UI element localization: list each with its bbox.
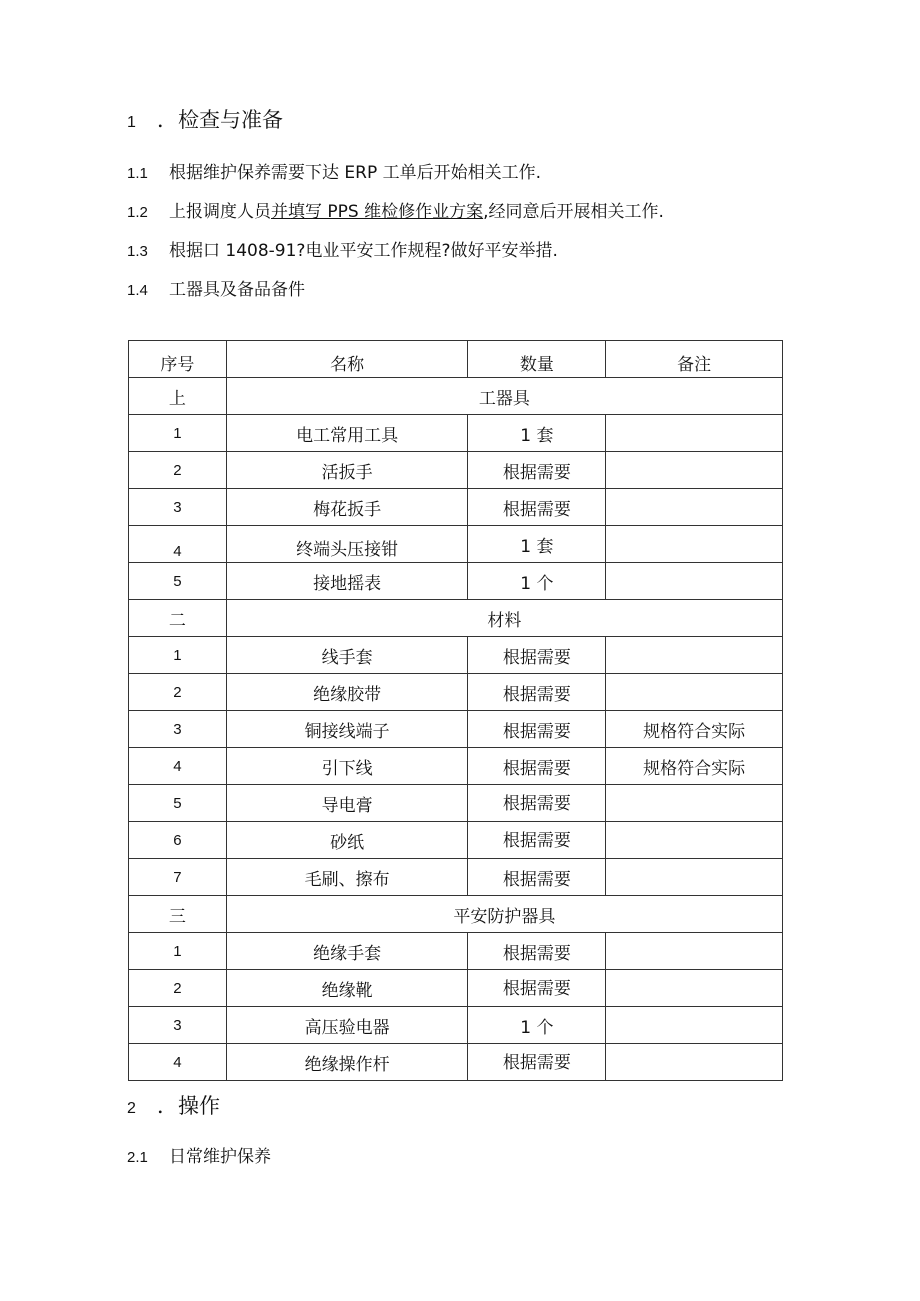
section-title: ．操作 xyxy=(157,1094,220,1118)
cell-quantity: 根据需要 xyxy=(468,859,606,896)
header-quantity: 数量 xyxy=(468,341,606,378)
item-number: 1.3 xyxy=(127,243,148,260)
group-title: 材料 xyxy=(226,600,782,637)
table-row xyxy=(129,859,783,896)
cell-quantity: 根据需要 xyxy=(468,785,606,822)
cell-name: 线手套 xyxy=(226,637,468,674)
cell-name: 绝缘操作杆 xyxy=(226,1044,468,1081)
section-number: 1 xyxy=(127,114,136,131)
cell-remark: 规格符合实际 xyxy=(606,748,783,785)
cell-name: 导电膏 xyxy=(226,785,468,822)
cell-remark xyxy=(606,859,783,896)
group-label: 三 xyxy=(129,896,227,933)
table-row xyxy=(129,1007,783,1044)
section-title: ．检查与准备 xyxy=(157,108,283,132)
cell-name: 砂纸 xyxy=(226,822,468,859)
cell-remark xyxy=(606,1007,783,1044)
section-2-heading xyxy=(127,1090,220,1120)
cell-index: 7 xyxy=(129,859,227,896)
cell-name: 终端头压接钳 xyxy=(226,526,468,563)
item-text: 日常维护保养 xyxy=(169,1147,271,1167)
table-row xyxy=(129,711,783,748)
cell-quantity: 1 套 xyxy=(468,415,606,452)
header-index: 序号 xyxy=(129,341,227,378)
item-number: 2.1 xyxy=(127,1149,148,1166)
section-number: 2 xyxy=(127,1100,136,1117)
cell-index: 2 xyxy=(129,970,227,1007)
cell-remark xyxy=(606,933,783,970)
item-number: 1.2 xyxy=(127,204,148,221)
cell-index: 2 xyxy=(129,452,227,489)
tools-table xyxy=(128,340,783,1081)
group-row xyxy=(129,600,783,637)
cell-remark xyxy=(606,526,783,563)
item-number: 1.1 xyxy=(127,165,148,182)
table-row xyxy=(129,452,783,489)
header-remark: 备注 xyxy=(606,341,783,378)
cell-name: 接地摇表 xyxy=(226,563,468,600)
table-row xyxy=(129,1044,783,1081)
cell-remark xyxy=(606,452,783,489)
cell-quantity: 根据需要 xyxy=(468,674,606,711)
header-name: 名称 xyxy=(226,341,468,378)
cell-index: 5 xyxy=(129,785,227,822)
cell-quantity: 根据需要 xyxy=(468,637,606,674)
cell-remark xyxy=(606,970,783,1007)
table-row xyxy=(129,748,783,785)
cell-name: 电工常用工具 xyxy=(226,415,468,452)
cell-index: 4 xyxy=(129,526,227,563)
group-title: 平安防护器具 xyxy=(226,896,782,933)
cell-remark xyxy=(606,822,783,859)
cell-name: 绝缘手套 xyxy=(226,933,468,970)
cell-index: 1 xyxy=(129,637,227,674)
table-row xyxy=(129,822,783,859)
cell-quantity: 根据需要 xyxy=(468,970,606,1007)
cell-quantity: 1 个 xyxy=(468,1007,606,1044)
item-1-2 xyxy=(127,197,664,222)
table-row xyxy=(129,674,783,711)
item-1-1 xyxy=(127,158,541,183)
group-row xyxy=(129,378,783,415)
cell-index: 1 xyxy=(129,933,227,970)
group-label: 上 xyxy=(129,378,227,415)
cell-name: 引下线 xyxy=(226,748,468,785)
cell-remark xyxy=(606,1044,783,1081)
item-text-tail: ,经同意后开展相关工作. xyxy=(483,202,664,222)
table-row xyxy=(129,489,783,526)
cell-quantity: 1 套 xyxy=(468,526,606,563)
cell-name: 铜接线端子 xyxy=(226,711,468,748)
cell-quantity: 根据需要 xyxy=(468,822,606,859)
table-row xyxy=(129,526,783,563)
item-underlined-text: 并填写 PPS 维检修作业方案 xyxy=(271,202,484,222)
table-row xyxy=(129,563,783,600)
table-row xyxy=(129,415,783,452)
table-row xyxy=(129,970,783,1007)
section-1-heading xyxy=(127,104,283,134)
cell-index: 3 xyxy=(129,711,227,748)
group-row xyxy=(129,896,783,933)
table-row xyxy=(129,785,783,822)
cell-index: 3 xyxy=(129,1007,227,1044)
cell-index: 1 xyxy=(129,415,227,452)
cell-remark: 规格符合实际 xyxy=(606,711,783,748)
cell-index: 4 xyxy=(129,748,227,785)
cell-index: 4 xyxy=(129,1044,227,1081)
cell-remark xyxy=(606,637,783,674)
cell-remark xyxy=(606,489,783,526)
cell-quantity: 根据需要 xyxy=(468,711,606,748)
cell-index: 6 xyxy=(129,822,227,859)
cell-name: 高压验电器 xyxy=(226,1007,468,1044)
item-1-4 xyxy=(127,275,305,300)
cell-remark xyxy=(606,415,783,452)
cell-name: 活扳手 xyxy=(226,452,468,489)
cell-quantity: 1 个 xyxy=(468,563,606,600)
item-text: 工器具及备品备件 xyxy=(169,280,305,300)
cell-quantity: 根据需要 xyxy=(468,748,606,785)
cell-index: 3 xyxy=(129,489,227,526)
group-label: 二 xyxy=(129,600,227,637)
cell-name: 梅花扳手 xyxy=(226,489,468,526)
item-text: 上报调度人员 xyxy=(169,202,271,222)
table-row xyxy=(129,933,783,970)
cell-index: 5 xyxy=(129,563,227,600)
cell-remark xyxy=(606,563,783,600)
cell-quantity: 根据需要 xyxy=(468,452,606,489)
item-1-3 xyxy=(127,236,558,261)
item-2-1 xyxy=(127,1142,271,1167)
cell-index: 2 xyxy=(129,674,227,711)
group-title: 工器具 xyxy=(226,378,782,415)
cell-quantity: 根据需要 xyxy=(468,489,606,526)
cell-name: 毛刷、擦布 xyxy=(226,859,468,896)
item-text: 根据口 1408-91?电业平安工作规程?做好平安举措. xyxy=(169,241,558,261)
cell-name: 绝缘胶带 xyxy=(226,674,468,711)
cell-quantity: 根据需要 xyxy=(468,1044,606,1081)
table-row xyxy=(129,637,783,674)
table-header-row xyxy=(129,341,783,378)
cell-remark xyxy=(606,674,783,711)
cell-quantity: 根据需要 xyxy=(468,933,606,970)
cell-name: 绝缘靴 xyxy=(226,970,468,1007)
item-number: 1.4 xyxy=(127,282,148,299)
item-text: 根据维护保养需要下达 ERP 工单后开始相关工作. xyxy=(169,163,542,183)
cell-remark xyxy=(606,785,783,822)
